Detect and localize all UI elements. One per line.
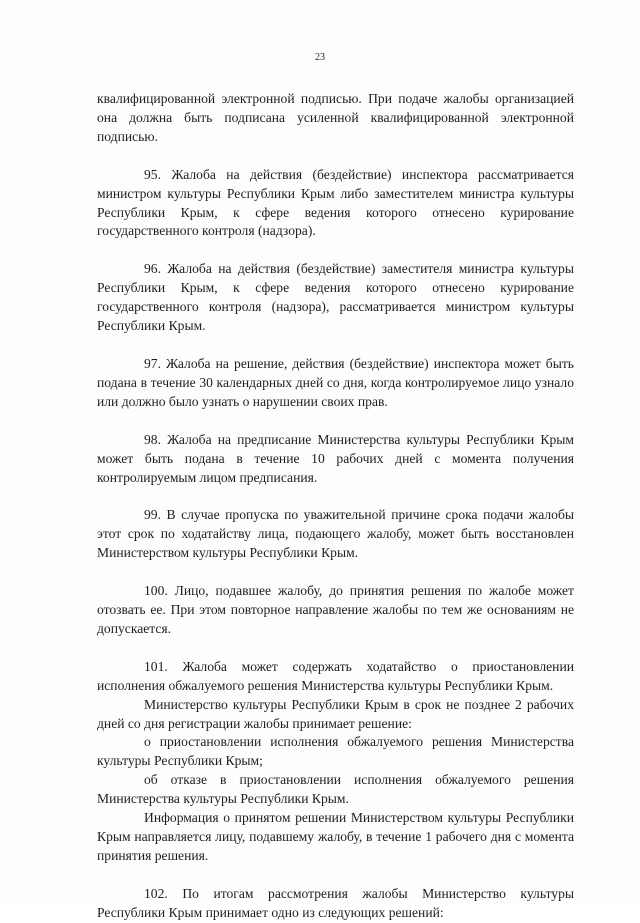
paragraph-101-option-refuse: об отказе в приостановлении исполнения обжалуемого решения Министерства культуры Республики Крым. (97, 772, 574, 807)
paragraph-continuation: квалифицированной электронной подписью. При подаче жалобы организацией она должна быть подписана усиленной квалифицированной электронной подписью. (97, 91, 574, 144)
paragraph-101: 101. Жалоба может содержать ходатайство о приостановлении исполнения обжалуемого решения Министерства культуры Республики Крым. (97, 658, 574, 693)
paragraph-100: 100. Лицо, подавшее жалобу, до принятия решения по жалобе может отозвать ее. При этом повторное направление жалобы по тем же основаниям не допускается. (97, 583, 574, 636)
paragraph-96: 96. Жалоба на действия (бездействие) заместителя министра культуры Республики Крым, к сфере ведения которого отнесено курирование государственного контроля (надзора), рассматривается министром культуры Республики Крым. (97, 261, 574, 334)
document-body (97, 90, 574, 923)
paragraph-101-decision: Министерство культуры Республики Крым в срок не позднее 2 рабочих дней со дня регистрации жалобы принимает решение: (97, 696, 574, 731)
paragraph-99: 99. В случае пропуска по уважительной причине срока подачи жалобы этот срок по ходатайству лица, подающего жалобу, может быть восстановлен Министерством культуры Республики Крым. (97, 507, 574, 561)
paragraph-102: 102. По итогам рассмотрения жалобы Министерство культуры Республики Крым принимает одно из следующих решений: (97, 885, 574, 920)
paragraph-101-notification: Информация о принятом решении Министерством культуры Республики Крым направляется лицу, подавшему жалобу, в течение 1 рабочего дня с момента принятия решения. (97, 810, 574, 863)
paragraph-97: 97. Жалоба на решение, действия (бездействие) инспектора может быть подана в течение 30 календарных дней со дня, когда контролируемое лицо узнало или должно было узнать о нарушении своих прав. (97, 355, 574, 409)
paragraph-98: 98. Жалоба на предписание Министерства культуры Республики Крым может быть подана в течение 10 рабочих дней с момента получения контролируемым лицом предписания. (97, 431, 574, 485)
page-number: 23 (315, 52, 325, 63)
paragraph-95: 95. Жалоба на действия (бездействие) инспектора рассматривается министром культуры Республики Крым либо заместителем министра культуры Республики Крым, к сфере ведения которого отнесено курирование государственного контроля (надзора). (97, 166, 574, 239)
paragraph-101-option-suspend: о приостановлении исполнения обжалуемого решения Министерства культуры Республики Крым; (97, 734, 574, 769)
